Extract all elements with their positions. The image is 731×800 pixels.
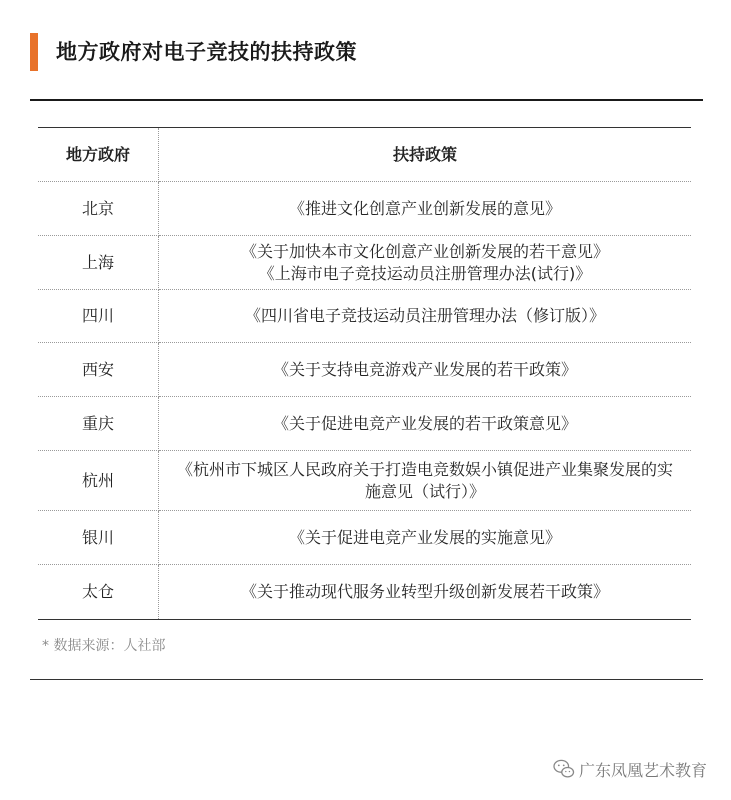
bottom-divider <box>30 679 703 680</box>
table-row <box>38 511 691 565</box>
policy-cell <box>159 236 692 290</box>
table-row <box>38 290 691 343</box>
gov-cell: 北京 <box>38 182 159 236</box>
gov-cell: 太仓 <box>38 565 159 620</box>
policy-line: 施意见（试行）》 <box>364 481 485 501</box>
column-header-policy: 扶持政策 <box>159 128 692 182</box>
policy-cell <box>159 343 692 397</box>
policy-cell <box>159 451 692 511</box>
title-divider <box>30 99 703 101</box>
policy-line: 《杭州市下城区人民政府关于打造电竞数娱小镇促进产业集聚发展的实 <box>176 459 673 479</box>
gov-cell: 杭州 <box>38 451 159 511</box>
gov-cell: 西安 <box>38 343 159 397</box>
watermark <box>553 756 707 782</box>
table-row <box>38 182 691 236</box>
data-source-note: * 数据来源：人社部 <box>42 638 166 654</box>
policy-cell <box>159 565 692 620</box>
gov-cell: 上海 <box>38 236 159 290</box>
wechat-icon <box>553 759 575 779</box>
policy-table <box>38 127 691 620</box>
policy-cell <box>159 397 692 451</box>
policy-cell <box>159 182 692 236</box>
policy-line: 《关于加快本市文化创意产业创新发展的若干意见》 <box>240 241 609 261</box>
table-row <box>38 565 691 620</box>
policy-line: 《关于支持电竞游戏产业发展的若干政策》 <box>272 359 577 379</box>
table-header-row <box>38 128 691 182</box>
policy-line: 《关于促进电竞产业发展的实施意见》 <box>288 527 561 547</box>
policy-line: 《四川省电子竞技运动员注册管理办法（修订版）》 <box>244 306 605 325</box>
table-row <box>38 451 691 511</box>
policy-line: 《上海市电子竞技运动员注册管理办法(试行)》 <box>258 263 592 283</box>
policy-line: 《推进文化创意产业创新发展的意见》 <box>288 198 561 218</box>
policy-cell <box>159 511 692 565</box>
watermark-text: 广东凤凰艺术教育 <box>578 760 707 780</box>
page-title: 地方政府对电子竞技的扶持政策 <box>56 40 357 64</box>
gov-cell: 银川 <box>38 511 159 565</box>
column-header-gov: 地方政府 <box>38 128 159 182</box>
title-accent-bar <box>30 33 38 71</box>
policy-line: 《关于推动现代服务业转型升级创新发展若干政策》 <box>240 582 609 601</box>
table-row <box>38 236 691 290</box>
gov-cell: 四川 <box>38 290 159 343</box>
table-row <box>38 397 691 451</box>
gov-cell: 重庆 <box>38 397 159 451</box>
table-row <box>38 343 691 397</box>
policy-cell <box>159 290 692 343</box>
policy-line: 《关于促进电竞产业发展的若干政策意见》 <box>272 413 577 433</box>
